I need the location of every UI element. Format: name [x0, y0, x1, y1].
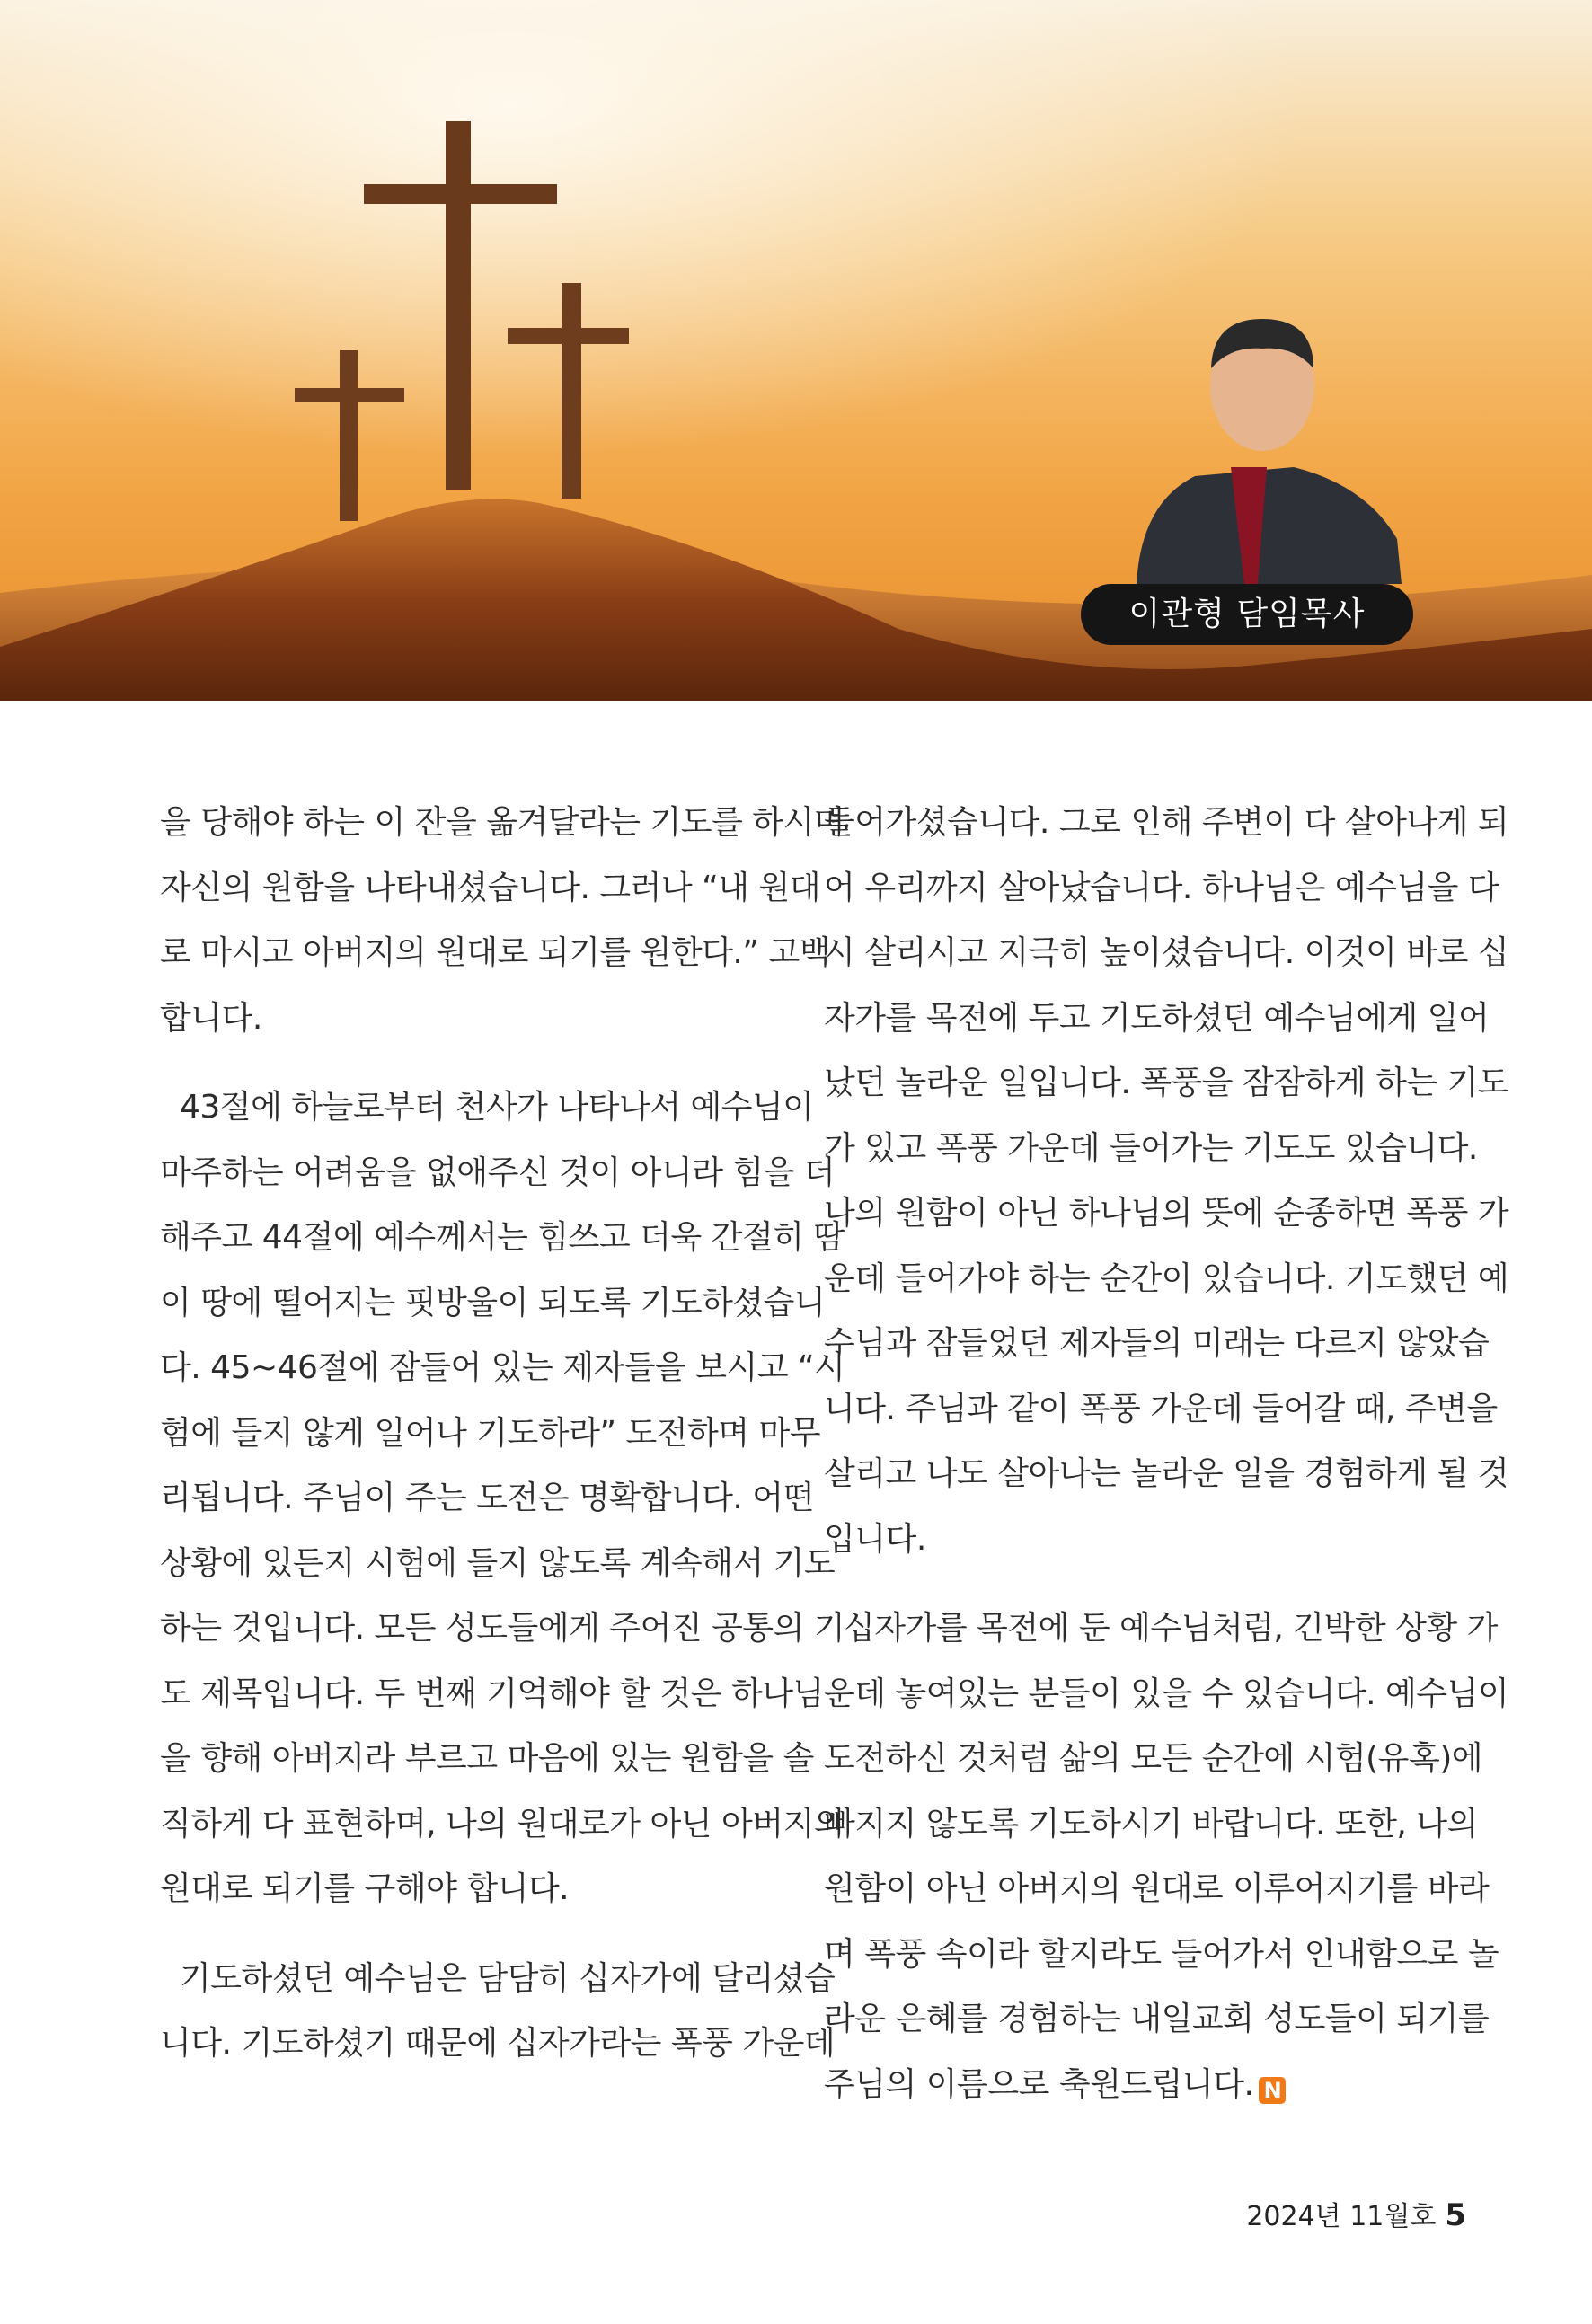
text-line: 났던 놀라운 일입니다. 폭풍을 잠잠하게 하는 기도: [824, 1065, 1509, 1101]
text-line: 가 있고 폭풍 가운데 들어가는 기도도 있습니다.: [824, 1129, 1478, 1167]
text-line: 시 살리시고 지극히 높이셨습니다. 이것이 바로 십: [824, 934, 1509, 971]
text-line: 니다. 주님과 같이 폭풍 가운데 들어갈 때, 주변을: [824, 1390, 1498, 1427]
text-line: 자신의 원함을 나타내셨습니다. 그러나 “내 원대: [160, 869, 821, 906]
issue-label: 2024년 11월호: [1246, 2201, 1437, 2232]
text-line: 십자가를 목전에 둔 예수님처럼, 긴박한 상황 가: [844, 1610, 1498, 1647]
text-line: 니다. 기도하셨기 때문에 십자가라는 폭풍 가운데: [160, 2025, 836, 2062]
text-line: 운데 들어가야 하는 순간이 있습니다. 기도했던 예: [824, 1259, 1509, 1297]
page-footer: [1246, 2194, 1466, 2233]
closing-text: 주님의 이름으로 축원드립니다.: [824, 2065, 1254, 2103]
right-column: [824, 791, 1509, 2117]
text-line: 도 제목입니다. 두 번째 기억해야 할 것은 하나님: [160, 1675, 824, 1712]
paragraph: [160, 1947, 836, 2077]
text-line: 빠지지 않도록 기도하시기 바랍니다. 또한, 나의: [824, 1805, 1478, 1842]
text-line: 마주하는 어려움을 없애주신 것이 아니라 힘을 더: [160, 1153, 836, 1191]
text-line: 직하게 다 표현하며, 나의 원대로가 아닌 아버지의: [160, 1805, 845, 1842]
text-line: 하는 것입니다. 모든 성도들에게 주어진 공통의 기: [160, 1610, 845, 1647]
text-line: 입니다.: [824, 1520, 926, 1558]
text-line: 나의 원함이 아닌 하나님의 뜻에 순종하면 폭풍 가: [824, 1195, 1509, 1232]
text-line: 자가를 목전에 두고 기도하셨던 예수님에게 일어: [824, 999, 1490, 1037]
text-line: 며 폭풍 속이라 할지라도 들어가서 인내함으로 놀: [824, 1935, 1499, 1973]
text-line: 을 향해 아버지라 부르고 마음에 있는 원함을 솔: [160, 1740, 814, 1777]
text-line: 어 우리까지 살아났습니다. 하나님은 예수님을 다: [824, 869, 1499, 906]
paragraph: [824, 791, 1509, 1572]
text-line: 살리고 나도 살아나는 놀라운 일을 경험하게 될 것: [824, 1455, 1509, 1492]
text-line: 다. 45~46절에 잠들어 있는 제자들을 보시고 “시: [160, 1349, 845, 1386]
text-line: 기도하셨던 예수님은 담담히 십자가에 달리셨습: [180, 1959, 836, 1997]
church-logo-icon: N: [1259, 2077, 1286, 2104]
text-line: 해주고 44절에 예수께서는 힘쓰고 더욱 간절히 땀: [160, 1219, 845, 1256]
text-line: 을 당해야 하는 이 잔을 옮겨달라는 기도를 하시며: [160, 804, 845, 841]
text-line-last: [824, 2053, 1433, 2118]
text-line: 운데 놓여있는 분들이 있을 수 있습니다. 예수님이: [824, 1675, 1509, 1712]
text-line: 원대로 되기를 구해야 합니다.: [160, 1870, 570, 1907]
left-column: [160, 791, 845, 2077]
text-line: 원함이 아닌 아버지의 원대로 이루어지기를 바라: [824, 1870, 1490, 1907]
text-line: 합니다.: [160, 999, 262, 1037]
text-line: 들어가셨습니다. 그로 인해 주변이 다 살아나게 되: [824, 804, 1509, 841]
text-line: 도전하신 것처럼 삶의 모든 순간에 시험(유혹)에: [824, 1740, 1483, 1777]
paragraph: [160, 791, 845, 1051]
author-badge: 이관형 담임목사: [1081, 584, 1413, 645]
paragraph: [160, 1075, 845, 1922]
text-line: 상황에 있든지 시험에 들지 않도록 계속해서 기도: [160, 1544, 836, 1582]
text-line: 험에 들지 않게 일어나 기도하라” 도전하며 마무: [160, 1414, 821, 1452]
page-number: 5: [1445, 2197, 1466, 2233]
text-line: 리됩니다. 주님이 주는 도전은 명확합니다. 어떤: [160, 1480, 814, 1516]
text-line: 수님과 잠들었던 제자들의 미래는 다르지 않았습: [824, 1325, 1490, 1362]
text-line: 43절에 하늘로부터 천사가 나타나서 예수님이: [180, 1089, 814, 1126]
text-line: 로 마시고 아버지의 원대로 되기를 원한다.” 고백: [160, 934, 830, 971]
text-line: 라운 은혜를 경험하는 내일교회 성도들이 되기를: [824, 2001, 1490, 2037]
paragraph: [824, 1596, 1509, 2117]
text-line: 이 땅에 떨어지는 핏방울이 되도록 기도하셨습니: [160, 1284, 826, 1321]
